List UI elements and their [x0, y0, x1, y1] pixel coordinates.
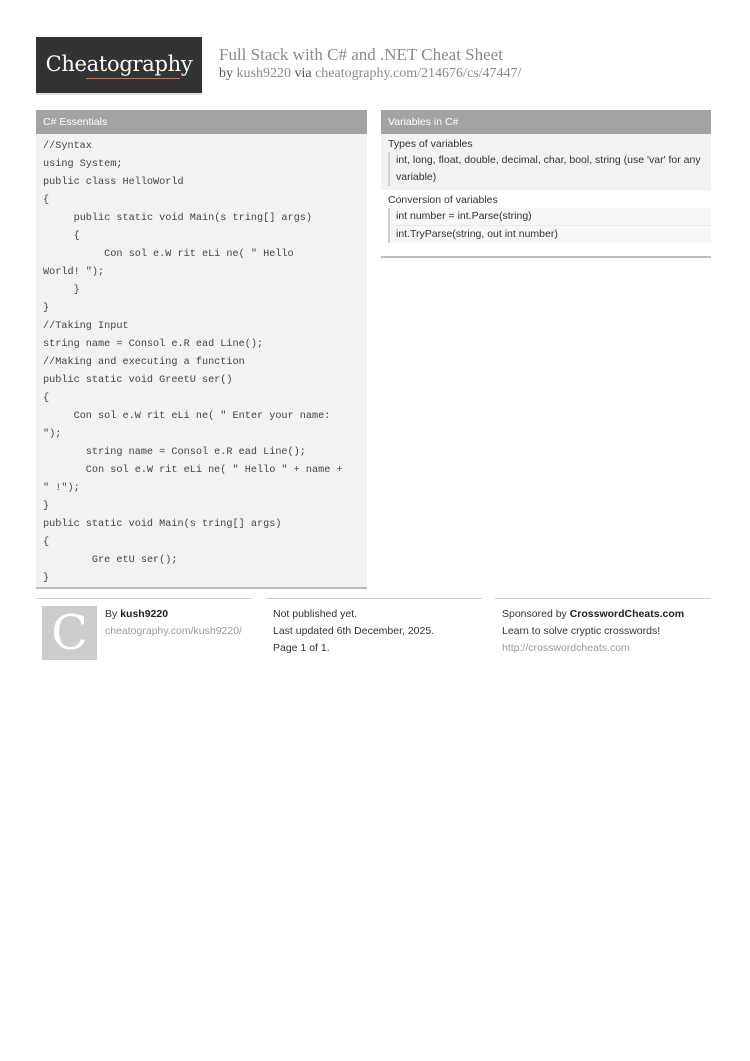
footer-sponsor	[502, 606, 684, 657]
footer-publish-info	[273, 606, 434, 657]
code-line: Con sol e.W rit eLi ne( " Hello " + name +	[43, 465, 343, 476]
conversion-line: int.TryParse(string, out int number)	[396, 228, 558, 240]
sponsor-prefix: Sponsored by	[502, 608, 567, 620]
footer-divider	[266, 598, 482, 599]
byline-via: via	[294, 66, 312, 81]
logo-text: Cheatography	[45, 52, 193, 76]
logo-underline	[86, 78, 180, 79]
section-body	[388, 208, 711, 243]
sponsor-link[interactable]: CrosswordCheats.com	[569, 608, 685, 620]
footer-author-name[interactable]: kush9220	[120, 608, 169, 620]
code-line: {	[43, 393, 50, 404]
author-link[interactable]: kush9220	[236, 66, 291, 81]
sheet-url-link[interactable]: cheatography.com/214676/cs/47447/	[315, 66, 522, 81]
last-updated: Last updated 6th December, 2025.	[273, 625, 435, 637]
byline-by: by	[219, 66, 233, 81]
page-title: Full Stack with C# and .NET Cheat Sheet	[219, 45, 503, 64]
conversion-line: int number = int.Parse(string)	[396, 208, 711, 226]
code-line: }	[43, 573, 50, 584]
section-title: Conversion of variables	[388, 194, 498, 206]
sponsor-url[interactable]: http://crosswordcheats.com	[502, 642, 630, 654]
footer-by: By	[105, 608, 118, 620]
code-line: //Taking Input	[43, 321, 129, 332]
code-line: {	[43, 195, 50, 206]
code-line: World! ");	[43, 267, 105, 278]
footer-author-url[interactable]: cheatography.com/kush9220/	[105, 625, 242, 637]
code-line: string name = Consol e.R ead Line();	[43, 447, 306, 458]
panel-heading: C# Essentials	[36, 110, 367, 134]
code-line: Con sol e.W rit eLi ne( " Hello	[43, 249, 294, 260]
code-line: ");	[43, 429, 62, 440]
code-line: public static void GreetU ser()	[43, 375, 233, 386]
page-count: Page 1 of 1.	[273, 642, 330, 654]
code-line: {	[43, 537, 50, 548]
code-line: {	[43, 231, 80, 242]
footer-author	[105, 606, 242, 640]
code-line: }	[43, 303, 50, 314]
section-title: Types of variables	[388, 138, 473, 150]
code-line: using System;	[43, 159, 123, 170]
code-line: }	[43, 501, 50, 512]
code-line: Gre etU ser();	[43, 555, 178, 566]
published-status: Not published yet.	[273, 608, 358, 620]
sponsor-tagline: Learn to solve cryptic crosswords!	[502, 625, 661, 637]
code-line: Con sol e.W rit eLi ne( " Enter your name:	[43, 411, 331, 422]
conversion-section	[381, 190, 711, 247]
byline	[219, 66, 521, 82]
code-line: public static void Main(s tring[] args)	[43, 519, 282, 530]
variables-panel	[381, 110, 711, 258]
csharp-essentials-panel	[36, 110, 367, 589]
code-block	[36, 134, 367, 588]
code-line: public static void Main(s tring[] args)	[43, 213, 313, 224]
footer-divider	[495, 598, 711, 599]
code-line: " !");	[43, 483, 80, 494]
code-line: //Syntax	[43, 141, 92, 152]
cheatography-logo[interactable]	[36, 37, 202, 95]
avatar: C	[42, 606, 97, 660]
code-line: //Making and executing a function	[43, 357, 245, 368]
section-body: int, long, float, double, decimal, char, bool, string (use 'var' for any variable)	[388, 152, 711, 186]
footer-divider	[36, 598, 252, 599]
code-line: public class HelloWorld	[43, 177, 184, 188]
code-line: string name = Consol e.R ead Line();	[43, 339, 264, 350]
code-line: }	[43, 285, 80, 296]
panel-heading: Variables in C#	[381, 110, 711, 134]
types-section	[381, 134, 711, 190]
